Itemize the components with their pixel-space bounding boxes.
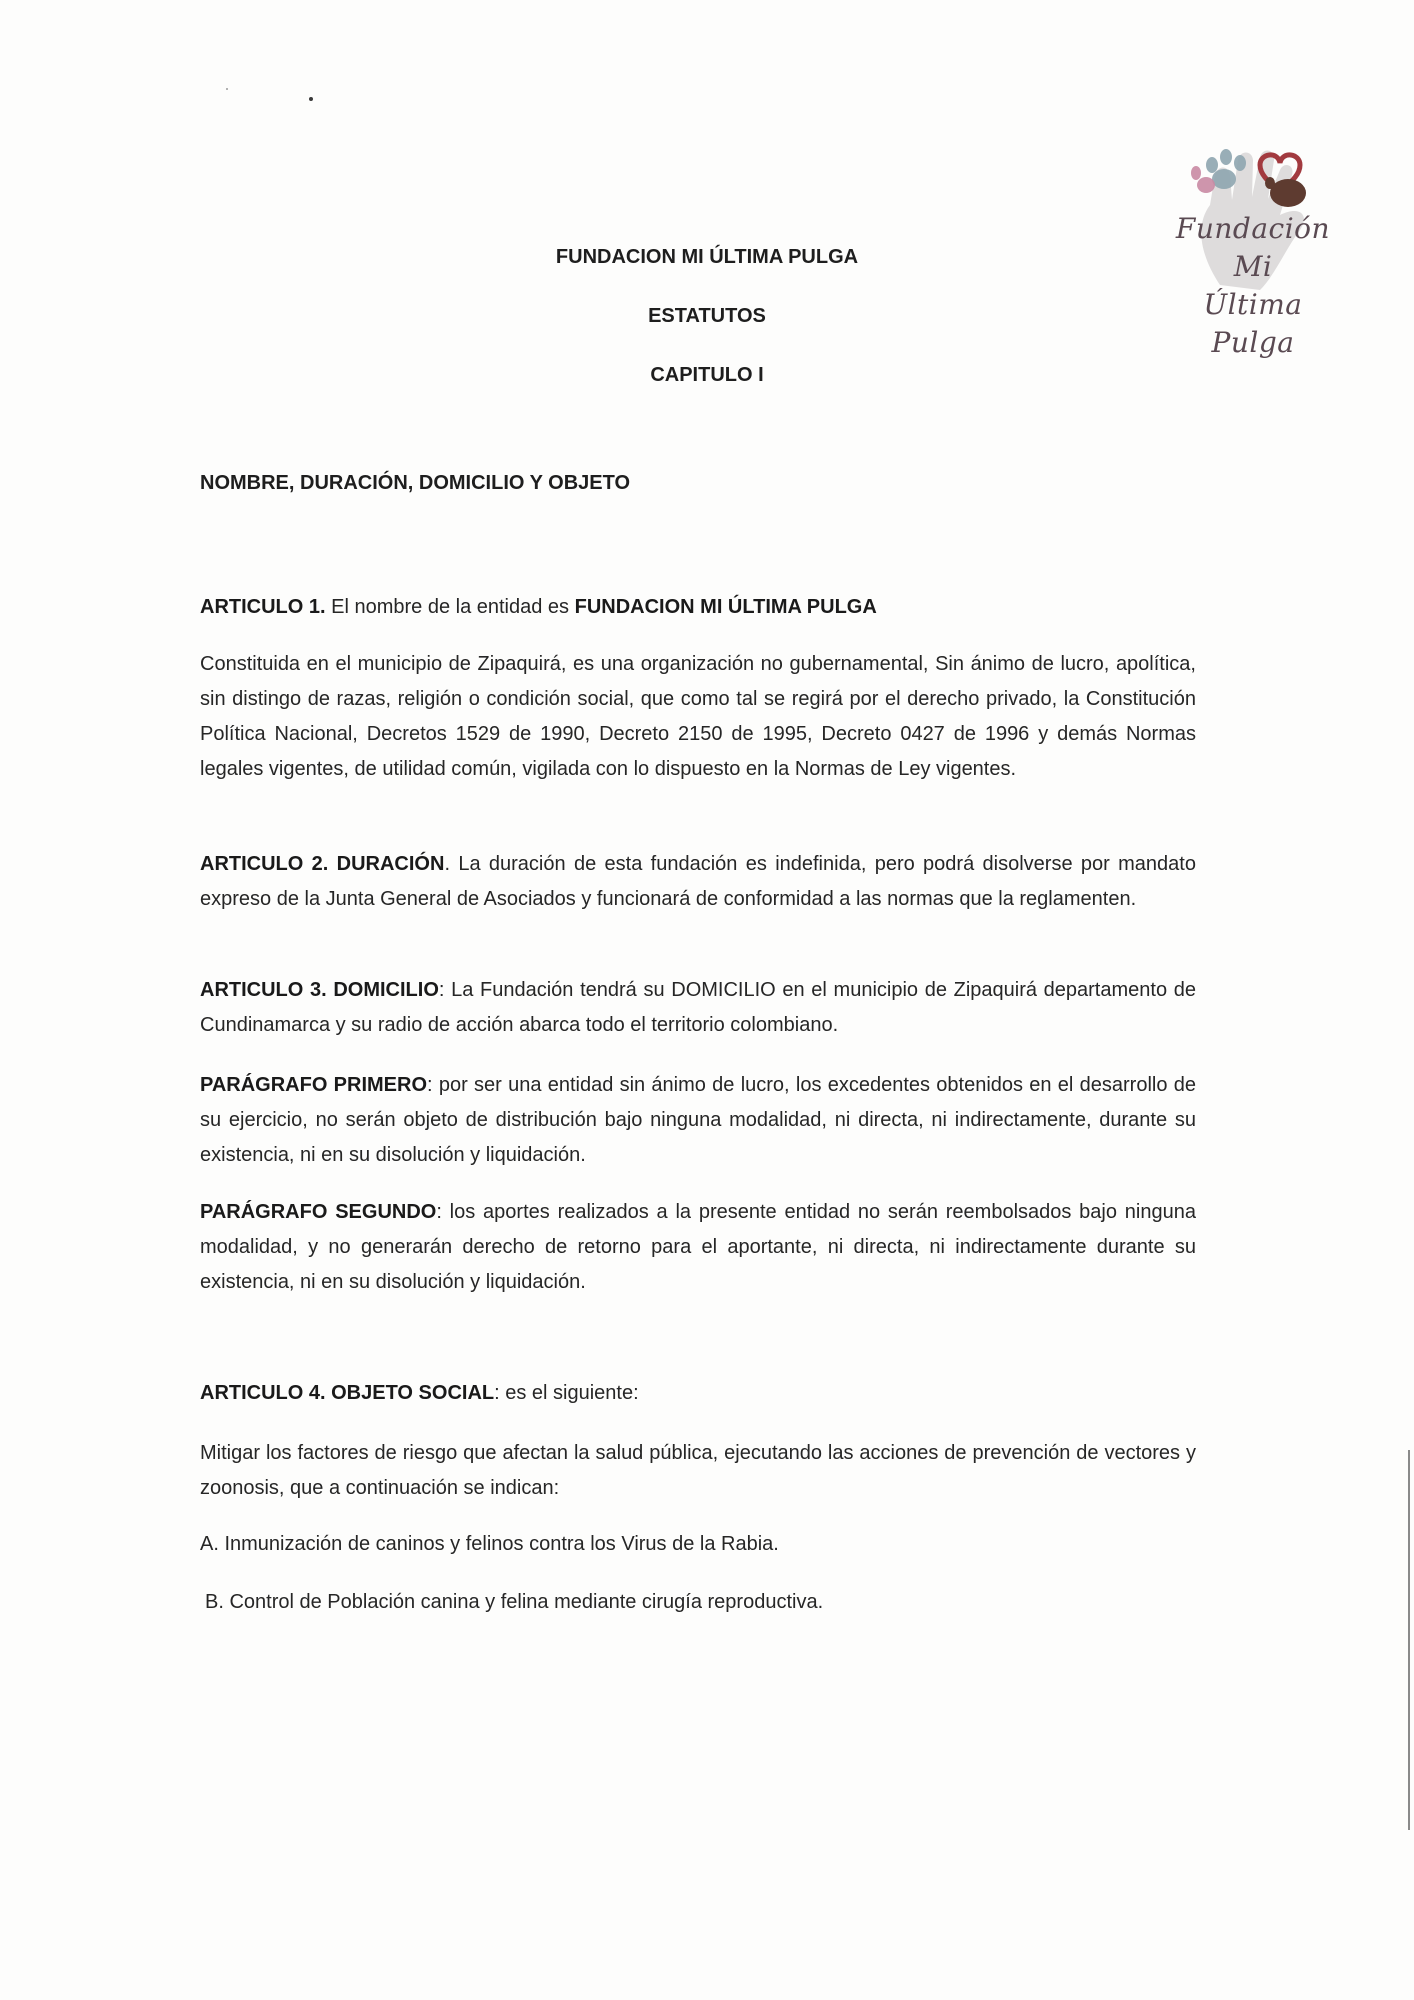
logo-line-1: Fundación Mi xyxy=(1175,212,1331,283)
article-2-label: ARTICULO 2. DURACIÓN xyxy=(200,853,445,875)
article-4-label: ARTICULO 4. OBJETO SOCIAL xyxy=(200,1382,495,1404)
article-3-label: ARTICULO 3. DOMICILIO xyxy=(200,979,439,1001)
article-4-heading xyxy=(200,1376,1196,1411)
document-title: FUNDACION MI ÚLTIMA PULGA xyxy=(555,246,859,268)
scan-edge-line xyxy=(1408,1450,1410,1830)
list-item: B. Control de Población canina y felina mediante cirugía reproductiva. xyxy=(205,1591,824,1613)
article-4-heading-block xyxy=(200,1376,1196,1411)
article-4-intro: Mitigar los factores de riesgo que afectan la salud pública, ejecutando las acciones de prevención de vectores y zoonosis, que a continuación se indican: xyxy=(200,1442,1196,1499)
chapter-heading: CAPITULO I xyxy=(650,364,764,386)
article-1-heading-block xyxy=(200,590,1196,625)
article-1-body: Constituida en el municipio de Zipaquirá, es una organización no gubernamental, Sin ánimo de lucro, apolítica, sin distingo de razas, religión o condición social, que como tal se regirá por el derecho privado, la Constitución Política Nacional, Decretos 1529 de 1990, Decreto 2150 de 1995, Decreto 0427 de 1996 y demás Normas legales vigentes, de utilidad común, vigilada con lo dispuesto en la Normas de Ley vigentes. xyxy=(200,653,1196,780)
article-3-text: : La Fundación tendrá su DOMICILIO en el municipio de Zipaquirá departamento de Cundinamarca y su radio de acción abarca todo el territorio colombiano. xyxy=(200,979,1196,1036)
document-subtitle: ESTATUTOS xyxy=(648,305,766,327)
article-1-intro-text: El nombre de la entidad es xyxy=(325,596,575,618)
paragraph-primero-block xyxy=(200,1068,1196,1173)
logo-line-2: Última Pulga xyxy=(1203,288,1303,359)
scan-speck xyxy=(309,97,313,101)
paragraph-primero-label: PARÁGRAFO PRIMERO xyxy=(200,1074,428,1096)
entity-name: FUNDACION MI ÚLTIMA PULGA xyxy=(574,596,877,618)
scan-speck xyxy=(226,88,228,90)
article-2-paragraph xyxy=(200,847,1196,917)
article-4-item-b-block xyxy=(205,1585,1201,1620)
paragraph-primero-text: : por ser una entidad sin ánimo de lucro, los excedentes obtenidos en el desarrollo de su ejercicio, no serán objeto de distribución bajo ninguna modalidad, ni directa, ni indirectamente, durante su existencia, ni en su disolución y liquidación. xyxy=(200,1074,1196,1166)
article-3-block xyxy=(200,973,1196,1043)
article-1-heading xyxy=(200,590,1196,625)
paragraph-segundo-text: : los aportes realizados a la presente entidad no serán reembolsados bajo ninguna modalidad, y no generarán derecho de retorno para el aportante, ni directa, ni indirectamente durante su existencia, ni en su disolución y liquidación. xyxy=(200,1201,1196,1293)
article-2-block xyxy=(200,847,1196,917)
paragraph-segundo xyxy=(200,1195,1196,1300)
paragraph-segundo-label: PARÁGRAFO SEGUNDO xyxy=(200,1201,437,1223)
article-4-item-a-block xyxy=(200,1527,1196,1562)
article-1-label: ARTICULO 1. xyxy=(200,596,326,618)
paragraph-primero xyxy=(200,1068,1196,1173)
logo-wordmark xyxy=(1168,210,1338,362)
article-4-text: : es el siguiente: xyxy=(494,1382,639,1404)
article-4-intro-block xyxy=(200,1436,1196,1506)
paragraph-segundo-block xyxy=(200,1195,1196,1300)
article-1-body-block xyxy=(200,647,1196,787)
article-3-paragraph xyxy=(200,973,1196,1043)
section-title: NOMBRE, DURACIÓN, DOMICILIO Y OBJETO xyxy=(200,472,631,494)
article-2-text: . La duración de esta fundación es indefinida, pero podrá disolverse por mandato expreso de la Junta General de Asociados y funcionará de conformidad a las normas que la reglamenten. xyxy=(200,853,1196,910)
list-item: A. Inmunización de caninos y felinos contra los Virus de la Rabia. xyxy=(200,1533,779,1555)
